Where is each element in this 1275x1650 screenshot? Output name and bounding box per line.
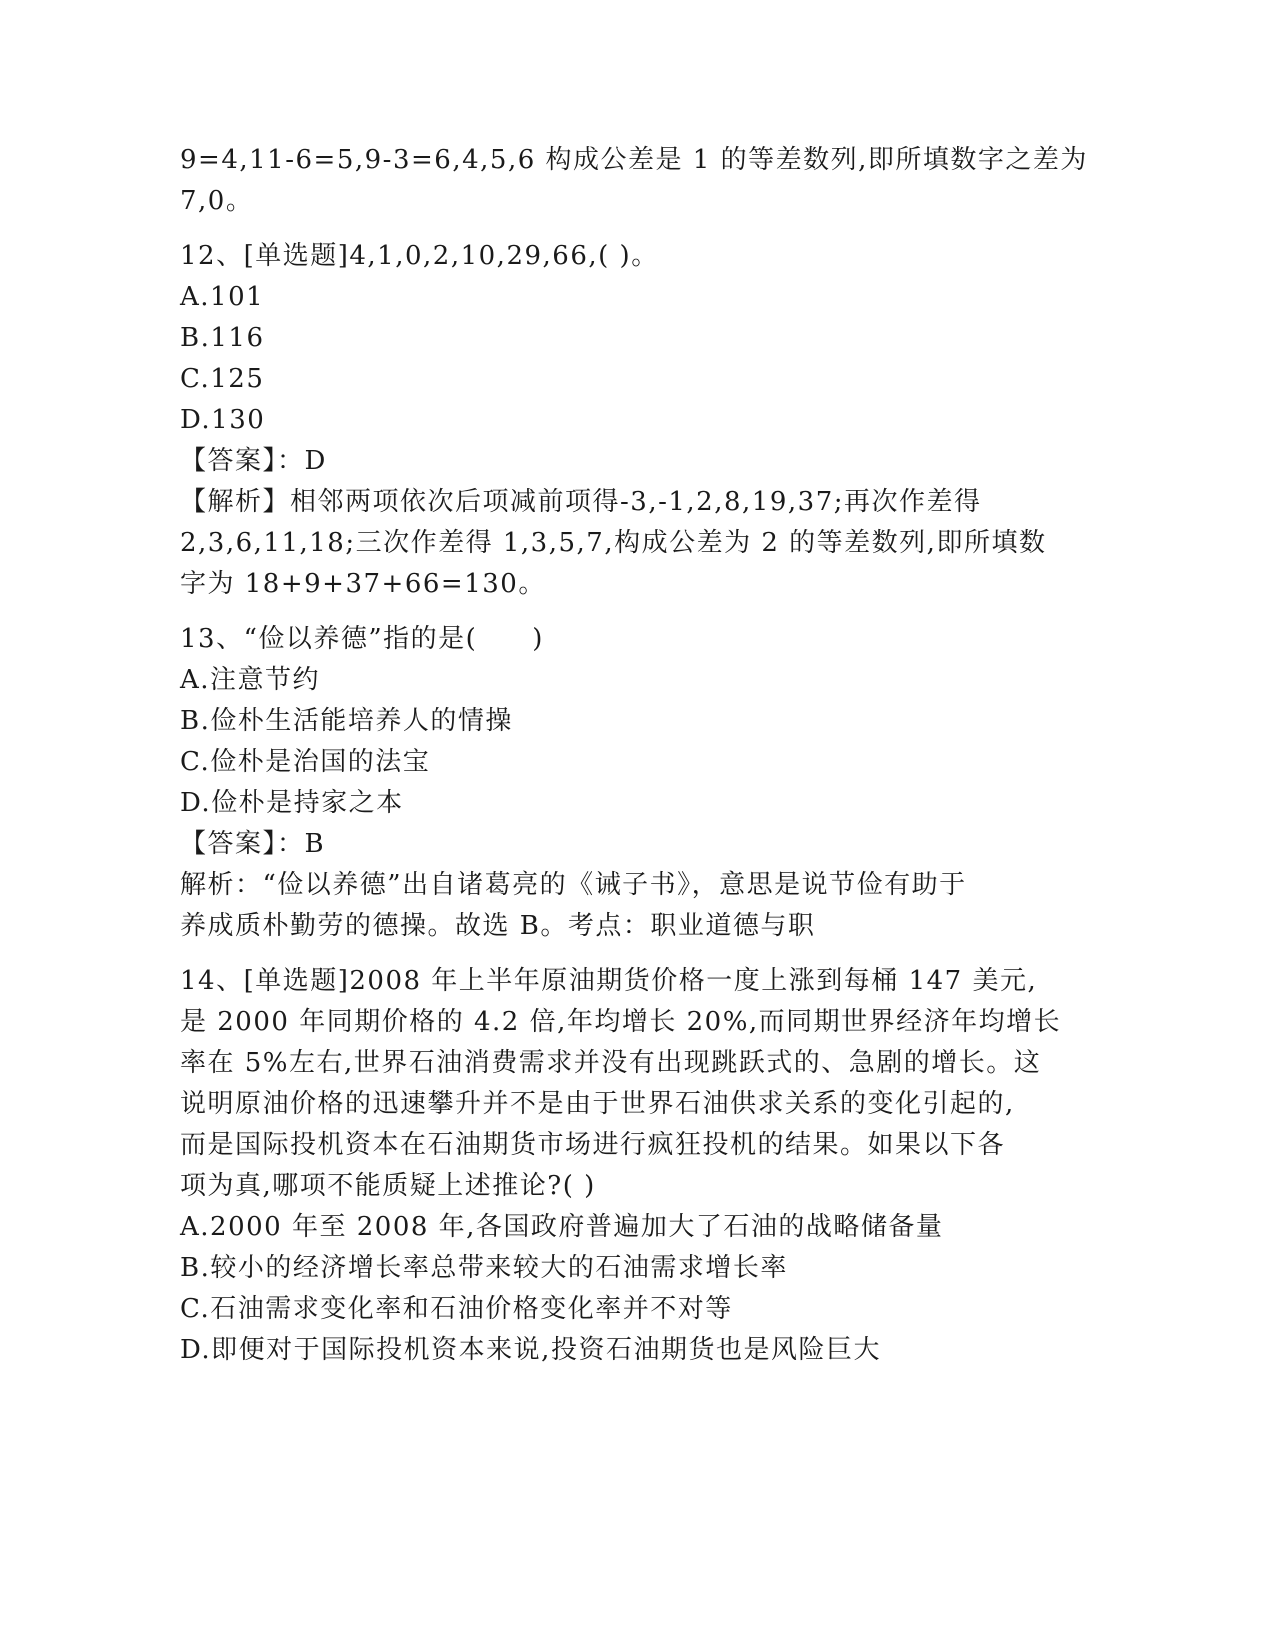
option-a: A.注意节约 [180, 665, 321, 695]
document-page [180, 140, 1088, 1371]
question-14 [180, 961, 1080, 1371]
answer: 【答案】：D [180, 446, 327, 476]
question-12 [180, 236, 1080, 605]
analysis-line: 字为 18+9+37+66=130。 [180, 569, 546, 599]
analysis-line: 【解析】相邻两项依次后项减前项得-3,-1,2,8,19,37;再次作差得 [180, 487, 982, 517]
option-c: C.石油需求变化率和石油价格变化率并不对等 [180, 1294, 733, 1324]
question-stem-line: 项为真,哪项不能质疑上述推论?( ) [180, 1171, 596, 1201]
option-c: C.俭朴是治国的法宝 [180, 747, 431, 777]
option-a: A.101 [180, 282, 265, 312]
option-d: D.俭朴是持家之本 [180, 788, 404, 818]
question-stem: 13、“俭以养德”指的是( ) [180, 624, 544, 654]
question-13 [180, 619, 1080, 947]
analysis-line: 养成质朴勤劳的德操。故选 B。考点：职业道德与职 [180, 911, 816, 941]
continuation-line: 9=4,11-6=5,9-3=6,4,5,6 构成公差是 1 的等差数列,即所填数字之差为 [180, 145, 1088, 175]
analysis-line: 解析：“俭以养德”出自诸葛亮的《诫子书》，意思是说节俭有助于 [180, 870, 967, 900]
option-b: B.116 [180, 323, 265, 353]
question-stem-line: 是 2000 年同期价格的 4.2 倍,年均增长 20%,而同期世界经济年均增长 [180, 1007, 1062, 1037]
option-c: C.125 [180, 364, 265, 394]
analysis-line: 2,3,6,11,18;三次作差得 1,3,5,7,构成公差为 2 的等差数列,即所填数 [180, 528, 1047, 558]
option-d: D.130 [180, 405, 266, 435]
previous-analysis-continuation [180, 140, 1088, 222]
question-stem-line: 说明原油价格的迅速攀升并不是由于世界石油供求关系的变化引起的, [180, 1089, 1015, 1119]
option-d: D.即便对于国际投机资本来说,投资石油期货也是风险巨大 [180, 1335, 881, 1365]
option-b: B.较小的经济增长率总带来较大的石油需求增长率 [180, 1253, 788, 1283]
question-stem-line: 率在 5%左右,世界石油消费需求并没有出现跳跃式的、急剧的增长。这 [180, 1048, 1042, 1078]
option-a: A.2000 年至 2008 年,各国政府普遍加大了石油的战略储备量 [180, 1212, 944, 1242]
option-b: B.俭朴生活能培养人的情操 [180, 706, 513, 736]
question-stem-line: 14、[单选题]2008 年上半年原油期货价格一度上涨到每桶 147 美元, [180, 966, 1038, 996]
question-stem-line: 而是国际投机资本在石油期货市场进行疯狂投机的结果。如果以下各 [180, 1130, 1006, 1160]
question-stem: 12、[单选题]4,1,0,2,10,29,66,( )。 [180, 241, 659, 271]
answer: 【答案】：B [180, 829, 326, 859]
continuation-line: 7,0。 [180, 186, 254, 216]
